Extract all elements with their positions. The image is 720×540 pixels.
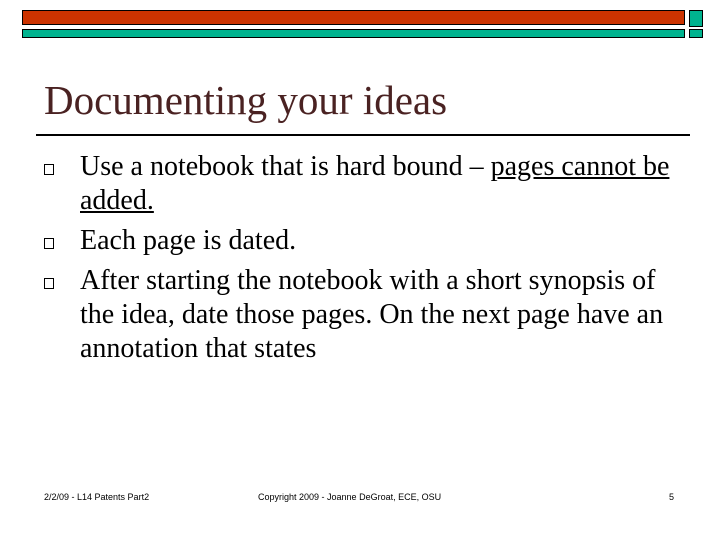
bullet-item-2 xyxy=(44,224,684,258)
bullet-list xyxy=(44,150,684,372)
bullet-1-underlined-text: pages cannot be added. xyxy=(80,151,670,216)
bullet-1-text: Use a notebook that is hard bound – xyxy=(80,151,491,182)
slide-title: Documenting your ideas xyxy=(44,77,448,123)
title-divider xyxy=(36,134,690,136)
hollow-square-bullet-icon xyxy=(44,164,54,175)
bullet-item-1 xyxy=(44,150,684,218)
decorative-header-bars xyxy=(0,0,720,45)
bullet-2-text: Each page is dated. xyxy=(80,225,297,256)
header-teal-bar xyxy=(22,29,685,38)
header-red-bar xyxy=(22,10,685,25)
bullet-3-text: After starting the notebook with a short synopsis of the idea, date those pages. On the next page have an annotation that states xyxy=(80,265,664,364)
hollow-square-bullet-icon xyxy=(44,238,54,249)
footer-date-label: 2/2/09 - L14 Patents Part2 xyxy=(44,492,150,502)
header-square-bottom xyxy=(689,29,703,38)
hollow-square-bullet-icon xyxy=(44,278,54,289)
footer-copyright: Copyright 2009 - Joanne DeGroat, ECE, OSU xyxy=(258,492,442,502)
bullet-item-3 xyxy=(44,264,684,366)
header-square-top xyxy=(689,10,703,27)
footer-page-number: 5 xyxy=(669,492,675,502)
